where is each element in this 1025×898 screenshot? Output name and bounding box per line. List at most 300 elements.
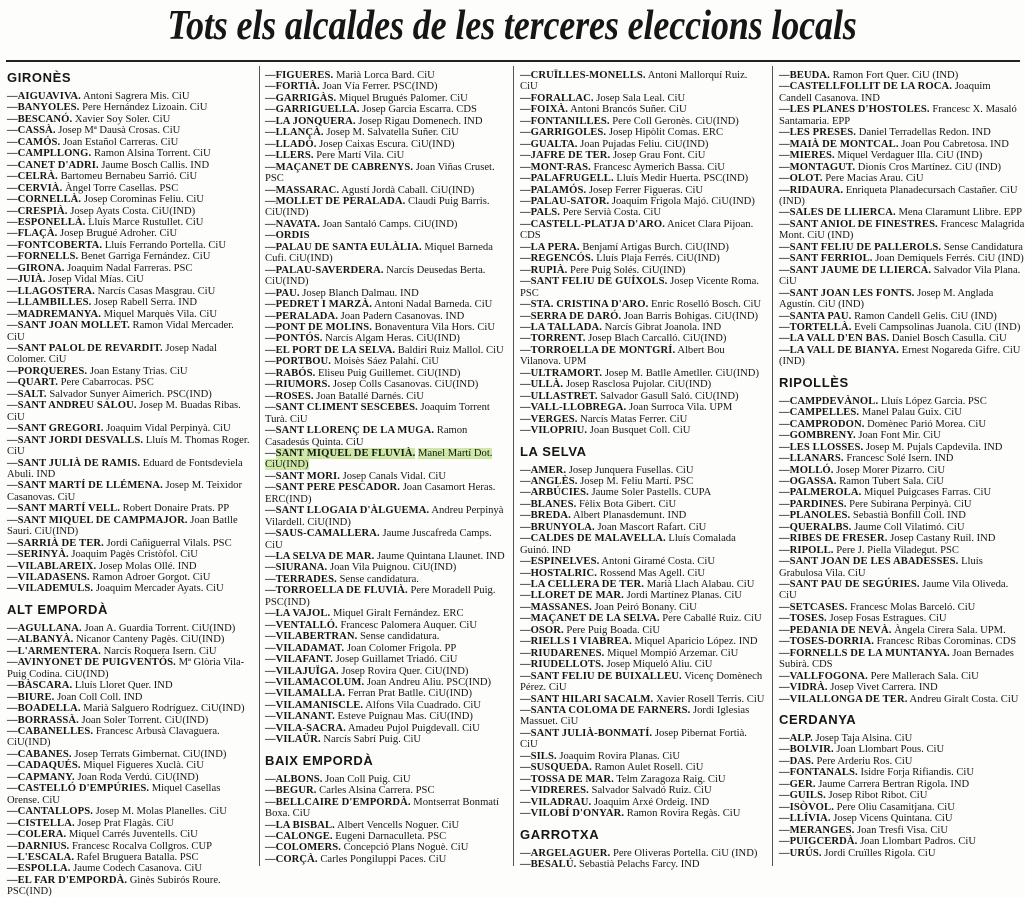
entry-dash: —	[265, 150, 276, 162]
mayor-entry	[779, 767, 1025, 778]
entry-dash: —	[520, 796, 531, 808]
mayor-entry	[520, 253, 766, 264]
mayor-entry	[779, 185, 1025, 208]
mayor-entry	[265, 379, 511, 390]
mayor-name-party: Sense candidatura.	[360, 631, 440, 643]
entry-dash: —	[520, 104, 531, 116]
mayor-name-party: Jordi Iglesias Massuet. CiU	[520, 705, 750, 728]
entry-dash: —	[7, 182, 18, 194]
municipality-name: CANTALLOPS.	[17, 806, 93, 818]
text-column-1	[7, 70, 253, 898]
mayor-name-party: Lluís Plaja Ferrés. CiU(IND)	[596, 253, 720, 265]
entry-dash: —	[520, 613, 531, 625]
entry-dash: —	[265, 573, 276, 585]
mayor-entry	[520, 510, 766, 521]
municipality-name: CAMPLLONG.	[17, 148, 92, 160]
mayor-name-party: Miquel Marquès Vila. CiU	[103, 308, 217, 320]
entry-dash: —	[520, 115, 531, 127]
mayor-entry	[7, 692, 253, 703]
entry-dash: —	[779, 767, 790, 779]
mayor-entry	[779, 744, 1025, 755]
mayor-entry	[520, 533, 766, 556]
mayor-entry	[265, 81, 511, 92]
entry-dash: —	[265, 654, 276, 666]
mayor-name-party: Josep Guillamet Triadó. CiU	[335, 654, 458, 666]
mayor-entry	[520, 150, 766, 161]
mayor-name-party: Antoni Mallorquí Ruiz. CiU	[520, 70, 748, 93]
mayor-name-party: Pere Macias Arau. CiU	[825, 173, 924, 185]
municipality-name: RIUMORS.	[275, 379, 331, 391]
mayor-name-party: Joaquim Vidal Perpinyà. CiU	[106, 423, 231, 435]
entry-dash: —	[7, 645, 18, 657]
entry-dash: —	[265, 264, 276, 276]
mayor-entry	[7, 194, 253, 205]
municipality-name: FORNELLS.	[17, 251, 79, 263]
municipality-name: DARNIUS.	[17, 840, 70, 852]
entry-dash: —	[520, 92, 531, 104]
mayor-entry	[779, 636, 1025, 647]
mayor-entry	[520, 728, 766, 751]
mayor-name-party: Josep Pibernat Fortià. CiU	[520, 727, 747, 751]
entry-dash: —	[7, 726, 18, 738]
entry-dash: —	[265, 161, 276, 173]
municipality-name: SIURANA.	[275, 562, 328, 574]
mayor-name-party: Vicenç Domènech Pérez. CiU	[520, 670, 763, 694]
mayor-name-party: Carles Pongiluppi Paces. CiU	[320, 853, 447, 865]
mayor-entry	[265, 127, 511, 138]
entry-dash: —	[265, 819, 276, 831]
mayor-name-party: Moisès Sáez Palahí. CiU	[333, 356, 440, 368]
mayor-name-party: Josep Mª Dausà Crosas. CiU	[58, 125, 181, 137]
mayor-name-party: Joaquim Pagès Cristòfol. CiU	[71, 549, 198, 561]
municipality-name: SERRA DE DARÓ.	[530, 310, 622, 322]
municipality-name: LES PRESES.	[789, 127, 857, 139]
entry-dash: —	[7, 102, 18, 114]
municipality-name: PAU.	[275, 287, 300, 299]
mayor-entry	[520, 70, 766, 93]
mayor-name-party: Lluís Grabulosa Vila. CiU	[779, 556, 983, 579]
page-title: Tots els alcaldes de les terceres eleccions locals	[167, 3, 857, 49]
entry-dash: —	[779, 521, 790, 533]
entry-dash: —	[7, 560, 18, 572]
mayor-name-party: Ernest Nogareda Gifre. CiU (IND)	[779, 344, 1021, 368]
entry-dash: —	[520, 344, 531, 356]
municipality-name: SARRIÀ DE TER.	[17, 537, 104, 549]
entry-dash: —	[265, 333, 276, 345]
entry-dash: —	[779, 836, 790, 848]
entry-dash: —	[779, 70, 790, 81]
mayor-entry	[265, 288, 511, 299]
municipality-name: BOADELLA.	[17, 703, 81, 715]
mayor-name-party: Josep Vicens Quintana. CiU	[833, 813, 953, 825]
mayor-name-party: Francesc Molas Barceló. CiU	[849, 601, 976, 613]
mayor-name-party: Pere Subirana Perpinyà. CiU	[849, 498, 972, 510]
mayor-entry	[7, 623, 253, 634]
entry-dash: —	[520, 762, 531, 774]
municipality-name: BEGUR.	[275, 785, 317, 797]
mayor-entry	[520, 499, 766, 510]
entry-dash: —	[265, 642, 276, 654]
mayor-name-party: Josep Terrats Gimbernat. CiU(IND)	[74, 748, 227, 760]
entry-dash: —	[520, 367, 531, 379]
municipality-name: RUPIÀ.	[530, 264, 568, 276]
mayor-name-party: Miquel Figueres Xuclà. CiU	[83, 760, 204, 772]
municipality-name: VIDRÀ.	[789, 682, 828, 694]
mayor-entry	[520, 379, 766, 390]
municipality-name: RIPOLL.	[789, 544, 834, 556]
municipality-name: RIELLS I VIABREA.	[530, 636, 632, 648]
mayor-entry	[7, 114, 253, 125]
mayor-entry	[265, 299, 511, 310]
municipality-name: MONTAGUT.	[789, 161, 856, 173]
entry-dash: —	[779, 510, 790, 522]
municipality-name: VILOBÍ D'ONYAR.	[530, 808, 625, 820]
mayor-name-party: Manel Palau Guix. CiU	[861, 407, 962, 419]
entry-dash: —	[779, 636, 790, 648]
mayor-entry	[7, 806, 253, 817]
entry-dash: —	[265, 310, 276, 322]
entry-dash: —	[779, 453, 790, 465]
entry-dash: —	[520, 207, 531, 219]
mayor-name-party: Pere Puig Solés. CiU(IND)	[570, 264, 686, 276]
entry-dash: —	[779, 264, 790, 276]
mayor-entry	[779, 173, 1025, 184]
municipality-name: ROSES.	[275, 390, 314, 402]
mayor-name-party: Josep Grau Font. CiU	[612, 150, 706, 162]
entry-dash: —	[520, 333, 531, 345]
municipality-name: VILAÜR.	[275, 734, 321, 746]
mayor-entry	[7, 435, 253, 458]
municipality-name: VILAFANT.	[275, 654, 333, 666]
mayor-name-party: Josep M. Pujals Capdevila. IND	[865, 441, 1003, 453]
mayor-entry	[520, 487, 766, 498]
entry-dash: —	[265, 722, 276, 734]
municipality-name: GER.	[789, 778, 816, 790]
mayor-name-party: Jaume Vila Oliveda. CiU	[779, 579, 1009, 602]
municipality-name: SERINYÀ.	[17, 549, 69, 561]
mayor-name-party: Narcís Gibrat Joanola. IND	[604, 321, 722, 333]
municipality-name: VILALLONGA DE TER.	[789, 693, 908, 705]
entry-dash: —	[7, 342, 18, 354]
mayor-entry	[7, 749, 253, 760]
mayor-name-party: Joaquim Torrent Turà. CiU	[265, 402, 490, 425]
entry-dash: —	[265, 321, 276, 333]
mayor-name-party: Pere Hernández Lizoain. CiU	[82, 102, 208, 114]
entry-dash: —	[7, 840, 18, 852]
mayor-name-party: Joan Batallé Darnés. CiU	[316, 390, 424, 402]
municipality-name: SUSQUEDA.	[530, 762, 592, 774]
mayor-name-party: Josep Vicente Roma. PSC	[520, 276, 759, 299]
mayor-entry	[520, 104, 766, 115]
mayor-entry	[520, 345, 766, 368]
municipality-name: MASSANES.	[530, 601, 592, 613]
comarca-heading: CERDANYA	[779, 712, 857, 728]
mayor-entry	[7, 377, 253, 388]
entry-dash: —	[520, 218, 531, 230]
mayor-name-party: Joan Estañol Carreras. CiU	[62, 136, 179, 148]
mayor-entry	[7, 549, 253, 560]
municipality-name: SILS.	[530, 750, 557, 762]
municipality-name: COLERA.	[17, 829, 67, 841]
mayor-name-party: Narcís Sabrí Puig. CiU	[323, 734, 422, 746]
mayor-name-party: Narcís Algam Heras. CiU(IND)	[325, 333, 460, 345]
mayor-name-party: Joan Surroca Vila. UPM	[628, 402, 733, 414]
municipality-name: PORTBOU.	[275, 356, 332, 368]
mayor-name-party: Àngel Torre Casellas. PSC	[65, 182, 179, 194]
mayor-name-party: Joaquim Arxé Ordeig. IND	[593, 796, 710, 808]
mayor-name-party: Josep Caixas Escura. CiU(IND)	[319, 138, 455, 150]
municipality-name: BESCANÓ.	[17, 113, 73, 125]
municipality-name: ANGLÈS.	[530, 475, 578, 487]
mayor-name-party: Francesc Rocalva Collgros. CUP	[71, 840, 213, 852]
text-column-4	[779, 70, 1025, 867]
municipality-name: CISTELLA.	[17, 817, 75, 829]
entry-dash: —	[779, 333, 790, 345]
mayor-name-party: Joan Coll Puig. CiU	[325, 773, 411, 785]
municipality-name: PALAFRUGELL.	[530, 173, 614, 185]
mayor-entry	[7, 263, 253, 274]
mayor-entry	[265, 711, 511, 722]
mayor-name-party: Sebastià Pelachs Farcy. IND	[579, 859, 700, 870]
mayor-name-party: Nicanor Canteny Pagès. CiU(IND)	[76, 634, 225, 646]
mayor-name-party: Salvador Sunyer Aimerich. PSC(IND)	[49, 388, 212, 400]
mayor-name-party: Ramon Adroer Gorgot. CiU	[92, 572, 211, 584]
entry-dash: —	[520, 521, 531, 533]
entry-dash: —	[779, 778, 790, 790]
entry-dash: —	[265, 218, 276, 230]
municipality-name: PERALADA.	[275, 310, 338, 322]
comarca-heading: LA SELVA	[520, 443, 587, 459]
mayor-entry	[265, 104, 511, 115]
entry-dash: —	[779, 801, 790, 813]
entry-dash: —	[265, 853, 276, 865]
municipality-name: STA. CRISTINA D'ARO.	[530, 299, 649, 311]
municipality-name: CASTELLFOLLIT DE LA ROCA.	[789, 81, 953, 93]
mayor-name-party: Pere Puig Boada. CiU	[566, 624, 660, 636]
municipality-name: HOSTALRIC.	[530, 567, 598, 579]
municipality-name: LA VAJOL.	[275, 608, 331, 620]
mayor-name-party: Lluís Medir Huerta. PSC(IND)	[616, 173, 749, 185]
entry-dash: —	[779, 127, 790, 139]
mayor-entry	[7, 400, 253, 423]
municipality-name: BANYOLES.	[17, 102, 80, 114]
mayor-entry	[265, 831, 511, 842]
mayor-entry	[7, 841, 253, 852]
entry-dash: —	[779, 647, 790, 659]
entry-dash: —	[520, 533, 531, 545]
mayor-entry	[265, 230, 511, 241]
entry-dash: —	[265, 842, 276, 854]
municipality-name: SETCASES.	[789, 601, 848, 613]
mayor-entry	[7, 240, 253, 251]
municipality-name: SANT PAU DE SEGÚRIES.	[789, 579, 920, 591]
mayor-entry	[265, 425, 511, 448]
municipality-name: CASTELL-PLATJA D'ARO.	[530, 218, 665, 230]
entry-dash: —	[265, 344, 276, 356]
municipality-name: SANT CLIMENT SESCEBES.	[275, 402, 418, 414]
mayor-name-party: Xavier Rosell Terris. CiU	[655, 693, 765, 705]
mayor-name-party: Joan Llombart Padros. CiU	[860, 836, 976, 848]
municipality-name: LLADÓ.	[275, 138, 317, 150]
municipality-name: SANT JULIÀ-BONMATÍ.	[530, 727, 653, 739]
entry-dash: —	[7, 125, 18, 137]
municipality-name: RIUDARENES.	[530, 647, 605, 659]
municipality-name: ISÒVOL.	[789, 801, 834, 813]
municipality-name: CADAQUÉS.	[17, 760, 81, 772]
entry-dash: —	[520, 264, 531, 276]
mayor-name-party: Joan Colomer Frigola. PP	[346, 642, 457, 654]
municipality-name: SANT FELIU DE BUIXALLEU.	[530, 670, 682, 682]
municipality-name: OSOR.	[530, 624, 564, 636]
mayor-entry	[520, 613, 766, 624]
mayor-name-party: Pere Moradell Puig. PSC(IND)	[265, 585, 496, 608]
municipality-name: VILADAMAT.	[275, 642, 345, 654]
municipality-name: SANT FELIU DE PALLEROLS.	[789, 241, 942, 253]
mayor-entry	[7, 572, 253, 583]
mayor-entry	[265, 139, 511, 150]
entry-dash: —	[265, 367, 276, 379]
mayor-entry	[520, 785, 766, 796]
entry-dash: —	[520, 184, 531, 196]
municipality-name: SANT MIQUEL DE FLUVIÀ.	[275, 447, 416, 459]
entry-dash: —	[265, 184, 276, 196]
entry-dash: —	[520, 402, 531, 414]
mayor-entry	[779, 139, 1025, 150]
entry-dash: —	[779, 241, 790, 253]
municipality-name: LLERS.	[275, 150, 314, 162]
municipality-name: TOSES-DORRIA.	[789, 636, 874, 648]
municipality-name: OGASSA.	[789, 475, 837, 487]
entry-dash: —	[265, 631, 276, 643]
municipality-name: URÚS.	[789, 847, 822, 859]
municipality-name: LA VALL DE BIANYA.	[789, 344, 899, 356]
mayor-entry	[520, 774, 766, 785]
municipality-name: FIGUERES.	[275, 70, 334, 81]
mayor-entry	[7, 228, 253, 239]
entry-dash: —	[7, 388, 18, 400]
municipality-name: RIUDELLOTS.	[530, 659, 604, 671]
mayor-entry	[7, 389, 253, 400]
municipality-name: VILAMANISCLE.	[275, 699, 364, 711]
entry-dash: —	[265, 551, 276, 563]
entry-dash: —	[7, 285, 18, 297]
mayor-name-party: Jordi Cañiguerral Vilals. PSC	[106, 537, 232, 549]
entry-dash: —	[7, 863, 18, 875]
municipality-name: GOMBRENY.	[789, 430, 856, 442]
entry-dash: —	[265, 287, 276, 299]
mayor-name-party: Miquel Aparicio López. IND	[634, 636, 758, 648]
mayor-name-party: Jaume Coll Vilatimó. CiU	[854, 521, 965, 533]
mayor-name-party: Lluís Ferrando Portella. CiU	[104, 239, 226, 251]
mayor-entry	[265, 333, 511, 344]
mayor-name-party: Josep Vivet Carrera. IND	[830, 682, 938, 694]
comarca-heading: ALT EMPORDÀ	[7, 601, 108, 617]
entry-dash: —	[779, 813, 790, 825]
mayor-entry	[520, 265, 766, 276]
municipality-name: BIURE.	[17, 691, 55, 703]
mayor-entry	[520, 242, 766, 253]
mayor-name-party: Joan Padern Casanovas. IND	[340, 310, 465, 322]
mayor-name-party: Pere Cabarrocas. PSC	[60, 377, 154, 389]
entry-dash: —	[7, 400, 18, 412]
entry-dash: —	[7, 583, 18, 595]
mayor-name-party: Josep Nadal Colomer. CiU	[7, 342, 217, 366]
mayor-name-party: Josep Rovira Quer. CiU(IND)	[341, 665, 469, 677]
mayor-entry	[779, 756, 1025, 767]
mayor-name-party: Sebastià Bonfill Coll. IND	[852, 510, 966, 522]
mayor-entry	[265, 345, 511, 356]
entry-dash: —	[7, 622, 18, 634]
mayor-entry	[265, 528, 511, 551]
entry-dash: —	[7, 714, 18, 726]
entry-dash: —	[779, 533, 790, 545]
mayor-name-party: Francesc Aymerich Bassa. CiU	[593, 161, 725, 173]
mayor-name-party: Josep Ribot Ribot. CiU	[828, 790, 928, 802]
entry-dash: —	[520, 727, 531, 739]
mayor-name-party: Josep Brugué Adroher. CiU	[60, 228, 178, 240]
municipality-name: ALP.	[789, 733, 813, 745]
entry-dash: —	[520, 464, 531, 476]
mayor-name-party: Albert Planasdemunt. IND	[573, 510, 687, 522]
mayor-entry	[7, 171, 253, 182]
comarca-heading: RIPOLLÈS	[779, 374, 849, 390]
entry-dash: —	[7, 91, 18, 102]
municipality-name: PLANOLES.	[789, 510, 851, 522]
entry-dash: —	[7, 434, 18, 446]
entry-dash: —	[7, 771, 18, 783]
municipality-name: LA PERA.	[530, 241, 580, 253]
mayor-entry	[265, 854, 511, 865]
mayor-name-party: Joan Roda Verdú. CiU(IND)	[77, 771, 199, 783]
municipality-name: MAÇANET DE LA SELVA.	[530, 613, 660, 625]
mayor-entry	[779, 70, 1025, 81]
mayor-name-party: Josep Molas Ollé. IND	[98, 560, 197, 572]
municipality-name: L'ARMENTERA.	[17, 645, 101, 657]
mayor-name-party: Narcís Matas Ferrer. CiU	[580, 413, 688, 425]
entry-dash: —	[265, 379, 276, 391]
mayor-name-party: Andreu Giralt Costa. CiU	[909, 693, 1019, 705]
mayor-name-party: Manel Martí Dot. CiU(IND)	[265, 447, 493, 471]
entry-dash: —	[7, 171, 18, 183]
mayor-entry	[520, 402, 766, 413]
mayor-entry	[520, 322, 766, 333]
entry-dash: —	[779, 253, 790, 265]
entry-dash: —	[7, 205, 18, 217]
municipality-name: PALMEROLA.	[789, 487, 862, 499]
entry-dash: —	[265, 608, 276, 620]
municipality-name: QUART.	[17, 377, 58, 389]
entry-dash: —	[265, 115, 276, 127]
municipality-name: SANT MORI.	[275, 470, 340, 482]
mayor-name-party: Josep Blanch Dalmau. IND	[302, 287, 419, 299]
mayor-name-party: Lluís Marce Rustullet. CiU	[88, 216, 204, 228]
municipality-name: TOSSA DE MAR.	[530, 773, 614, 785]
municipality-name: MOLLÓ.	[789, 464, 834, 476]
mayor-name-party: Ramon Aulet Rosell. CiU	[594, 762, 704, 774]
mayor-entry	[520, 116, 766, 127]
municipality-name: SAUS-CAMALLERA.	[275, 528, 380, 540]
entry-dash: —	[265, 470, 276, 482]
mayor-entry	[520, 848, 766, 859]
municipality-name: TERRADES.	[275, 573, 337, 585]
mayor-name-party: Anicet Clara Pijoan. CDS	[520, 218, 754, 242]
mayor-name-party: Joan Casamort Heras. ERC(IND)	[265, 482, 496, 505]
municipality-name: SANTA COLOMA DE FARNERS.	[530, 705, 691, 717]
entry-dash: —	[779, 544, 790, 556]
mayor-entry	[265, 70, 511, 81]
mayor-name-party: Eliseu Puig Guillemet. CiU(IND)	[318, 367, 461, 379]
municipality-name: FONTANILLES.	[530, 115, 610, 127]
